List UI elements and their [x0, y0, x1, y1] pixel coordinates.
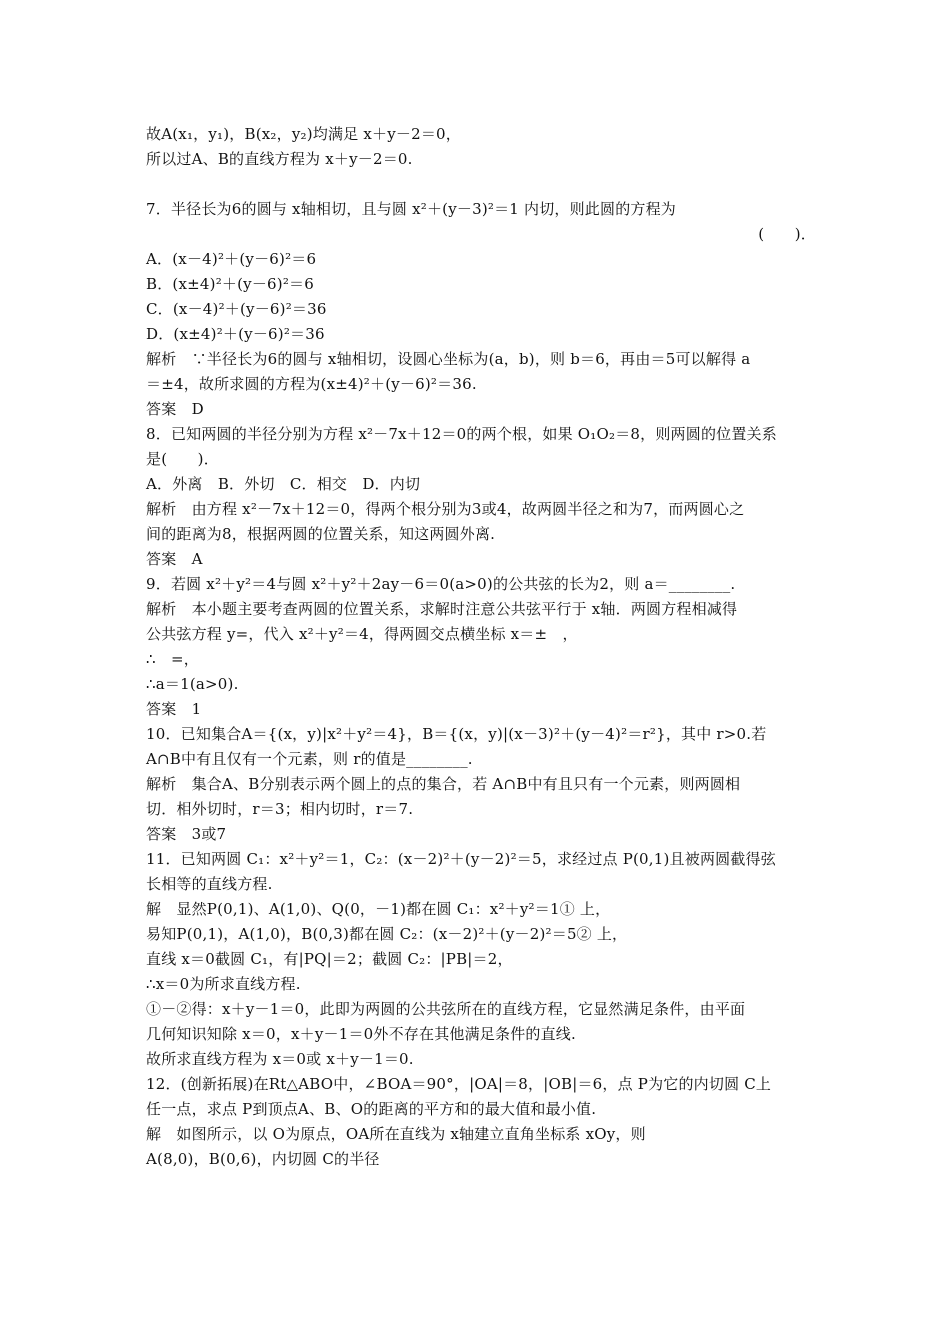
text-line: A(8,0)，B(0,6)，内切圆 C的半径	[146, 1150, 380, 1168]
text-line: 几何知识知除 x＝0，x＋y－1＝0外不存在其他满足条件的直线.	[146, 1025, 576, 1043]
text-line: 答案 3或7	[146, 825, 227, 843]
text-line: 是( )．	[146, 450, 219, 468]
text-line: 答案 1	[146, 700, 202, 718]
text-line: 解析 由方程 x²－7x＋12＝0，得两个根分别为3或4，故两圆半径之和为7，而两圆心之	[146, 500, 745, 518]
text-line: 11．已知两圆 C₁：x²＋y²＝1，C₂：(x－2)²＋(y－2)²＝5，求经过点 P(0,1)且被两圆截得弦	[146, 850, 776, 868]
text-line: 所以过A、B的直线方程为 x＋y－2＝0.	[146, 150, 413, 168]
text-line: 解析 集合A、B分别表示两个圆上的点的集合，若 A∩B中有且只有一个元素，则两圆相	[146, 775, 741, 793]
text-line: ＝±4，故所求圆的方程为(x±4)²＋(y－6)²＝36.	[146, 375, 477, 393]
text-line: 解析 ∵半径长为6的圆与 x轴相切，设圆心坐标为(a，b)，则 b＝6，再由＝5可以解得 a	[146, 350, 751, 368]
text-line: 任一点，求点 P到顶点A、B、O的距离的平方和的最大值和最小值.	[146, 1100, 597, 1118]
text-line: 解 如图所示，以 O为原点，OA所在直线为 x轴建立直角坐标系 xOy，则	[146, 1125, 646, 1143]
text-line: 故所求直线方程为 x＝0或 x＋y－1＝0.	[146, 1050, 414, 1068]
text-line: 解 显然P(0,1)、A(1,0)、Q(0，－1)都在圆 C₁：x²＋y²＝1① 上，	[146, 900, 611, 918]
text-line: 10．已知集合A＝{(x，y)|x²＋y²＝4}，B＝{(x，y)|(x－3)²＋(y－4)²＝r²}，其中 r>0.若	[146, 725, 767, 743]
text-line: 直线 x＝0截圆 C₁，有|PQ|＝2；截圆 C₂：|PB|＝2，	[146, 950, 513, 968]
text-line: 9．若圆 x²＋y²＝4与圆 x²＋y²＋2ay－6＝0(a>0)的公共弦的长为2，则 a＝________.	[146, 575, 736, 593]
text-line: 公共弦方程 y=，代入 x²＋y²＝4，得两圆交点横坐标 x＝± ，	[146, 625, 578, 643]
text-line: A．外离 B．外切 C．相交 D．内切	[146, 475, 421, 493]
text-line: ( )．	[758, 225, 816, 243]
text-line: ∴a＝1(a>0).	[146, 675, 239, 693]
text-line: A．(x－4)²＋(y－6)²＝6	[146, 250, 317, 268]
text-line: B．(x±4)²＋(y－6)²＝6	[146, 275, 314, 293]
text-line: 易知P(0,1)，A(1,0)，B(0,3)都在圆 C₂：(x－2)²＋(y－2)²＝5② 上，	[146, 925, 628, 943]
text-line: 故A(x₁，y₁)，B(x₂，y₂)均满足 x＋y－2＝0，	[146, 125, 461, 143]
text-line: 8．已知两圆的半径分别为方程 x²－7x＋12＝0的两个根，如果 O₁O₂＝8，则两圆的位置关系	[146, 425, 777, 443]
text-line: 切．相外切时，r＝3；相内切时，r＝7.	[146, 800, 414, 818]
text-line: ∴x＝0为所求直线方程.	[146, 975, 301, 993]
text-line: 12．(创新拓展)在Rt△ABO中，∠BOA＝90°，|OA|＝8，|OB|＝6，点 P为它的内切圆 C上	[146, 1075, 772, 1093]
text-line: 7．半径长为6的圆与 x轴相切，且与圆 x²＋(y－3)²＝1 内切，则此圆的方程为	[146, 200, 677, 218]
text-line: ∴ =，	[146, 650, 199, 668]
text-line: D．(x±4)²＋(y－6)²＝36	[146, 325, 325, 343]
text-line: 长相等的直线方程.	[146, 875, 273, 893]
text-line: ①－②得：x＋y－1＝0，此即为两圆的公共弦所在的直线方程，它显然满足条件，由平面	[146, 1000, 746, 1018]
text-line: C．(x－4)²＋(y－6)²＝36	[146, 300, 327, 318]
text-line: 答案 A	[146, 550, 203, 568]
text-line: 解析 本小题主要考查两圆的位置关系，求解时注意公共弦平行于 x轴．两圆方程相减得	[146, 600, 738, 618]
text-line: 间的距离为8，根据两圆的位置关系，知这两圆外离.	[146, 525, 496, 543]
text-line: A∩B中有且仅有一个元素，则 r的值是________.	[146, 750, 473, 768]
text-line: 答案 D	[146, 400, 204, 418]
